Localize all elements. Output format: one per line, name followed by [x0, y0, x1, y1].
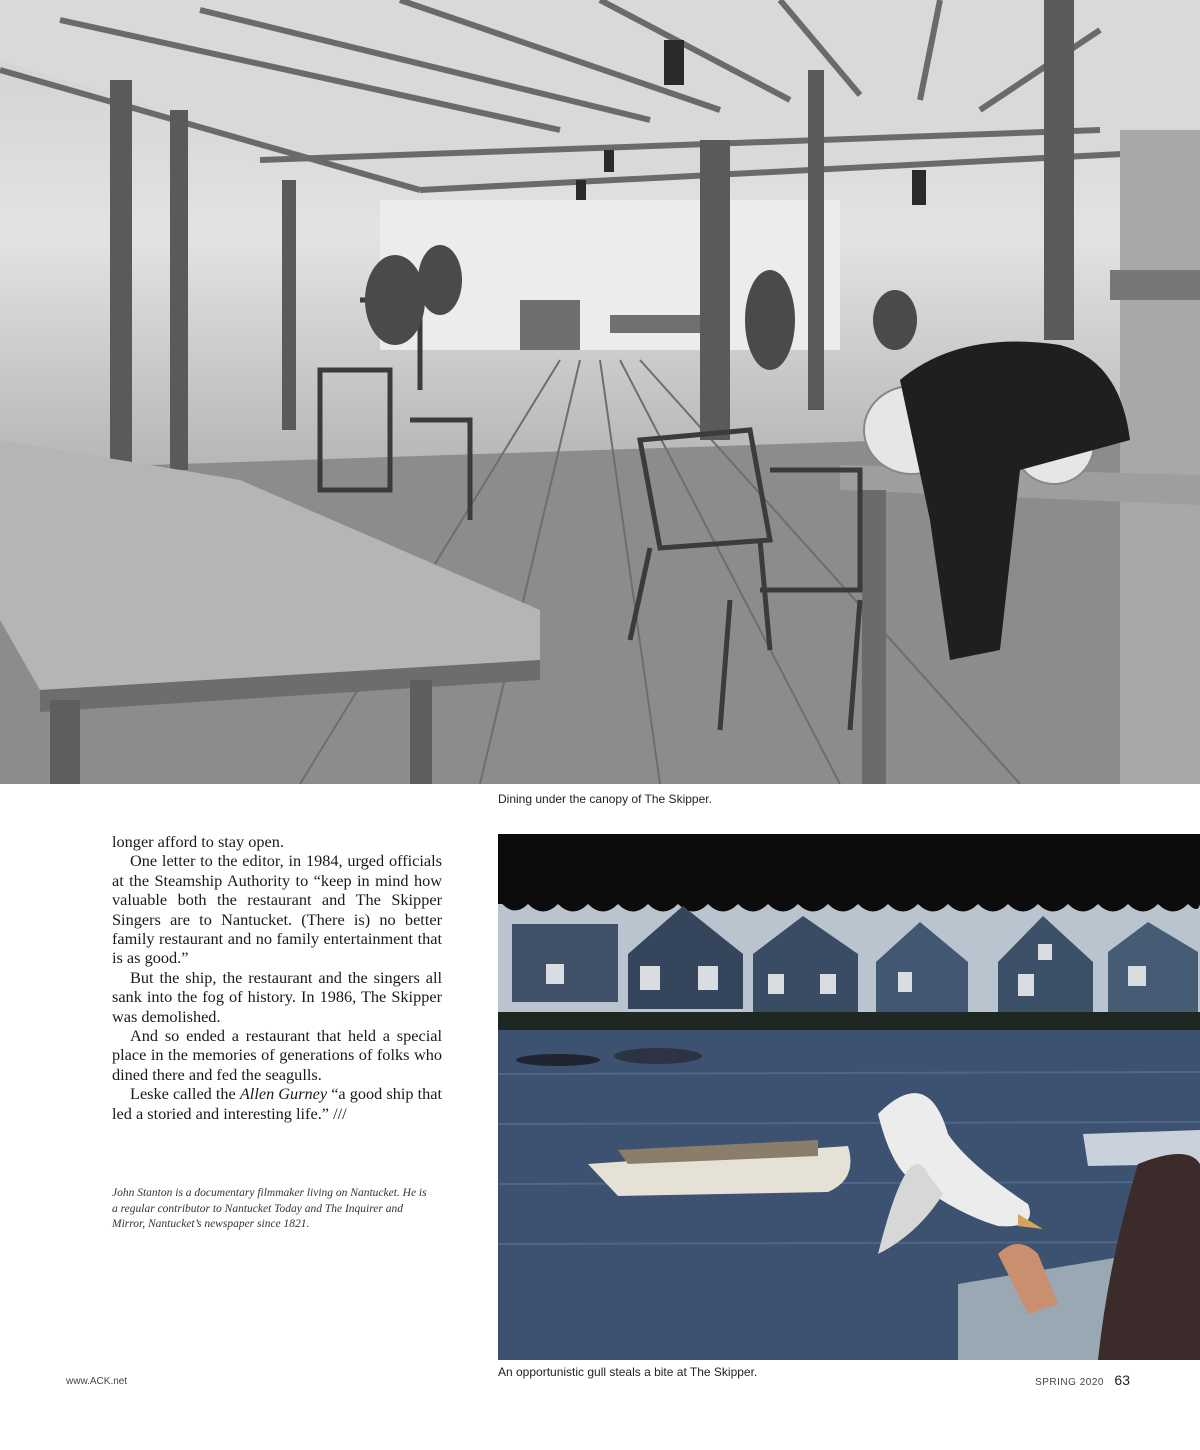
paragraph-continuation: longer afford to stay open. [112, 832, 284, 851]
article-body [112, 832, 442, 1123]
paragraph-letter: One letter to the editor, in 1984, urged officials at the Steamship Authority to “keep in mind how valuable both the restaurant and The Skipper Singers are to Nantucket. (There is) no better family restaurant and no family entertainment that is as good.” [112, 851, 442, 968]
bottom-photo-caption: An opportunistic gull steals a bite at The Skipper. [498, 1365, 758, 1379]
author-bio: John Stanton is a documentary filmmaker living on Nantucket. He is a regular contributor to Nantucket Today and The Inquirer and Mirror, Nantucket’s newspaper since 1821. [112, 1187, 427, 1231]
page-number: 63 [1114, 1372, 1130, 1388]
paragraph-demolished: But the ship, the restaurant and the singers all sank into the fog of history. In 1986, The Skipper was demolished. [112, 967, 442, 1026]
footer-folio [1035, 1372, 1130, 1390]
harbor-gull-photo [498, 834, 1200, 1360]
footer-website: www.ACK.net [66, 1376, 128, 1387]
issue-label: SPRING 2020 [1035, 1377, 1104, 1388]
top-photo-caption: Dining under the canopy of The Skipper. [498, 792, 712, 806]
harbor-gull-illustration [498, 834, 1200, 1360]
paragraph-ended: And so ended a restaurant that held a special place in the memories of generations of folks who dined there and fed the seagulls. [112, 1026, 442, 1084]
paragraph-leske [112, 1084, 442, 1123]
ship-name: Allen Gurney [239, 1084, 328, 1104]
leske-pre: Leske called the [130, 1084, 240, 1104]
leske-post: “a good ship that led a storied and interesting life.” /// [112, 1084, 442, 1123]
